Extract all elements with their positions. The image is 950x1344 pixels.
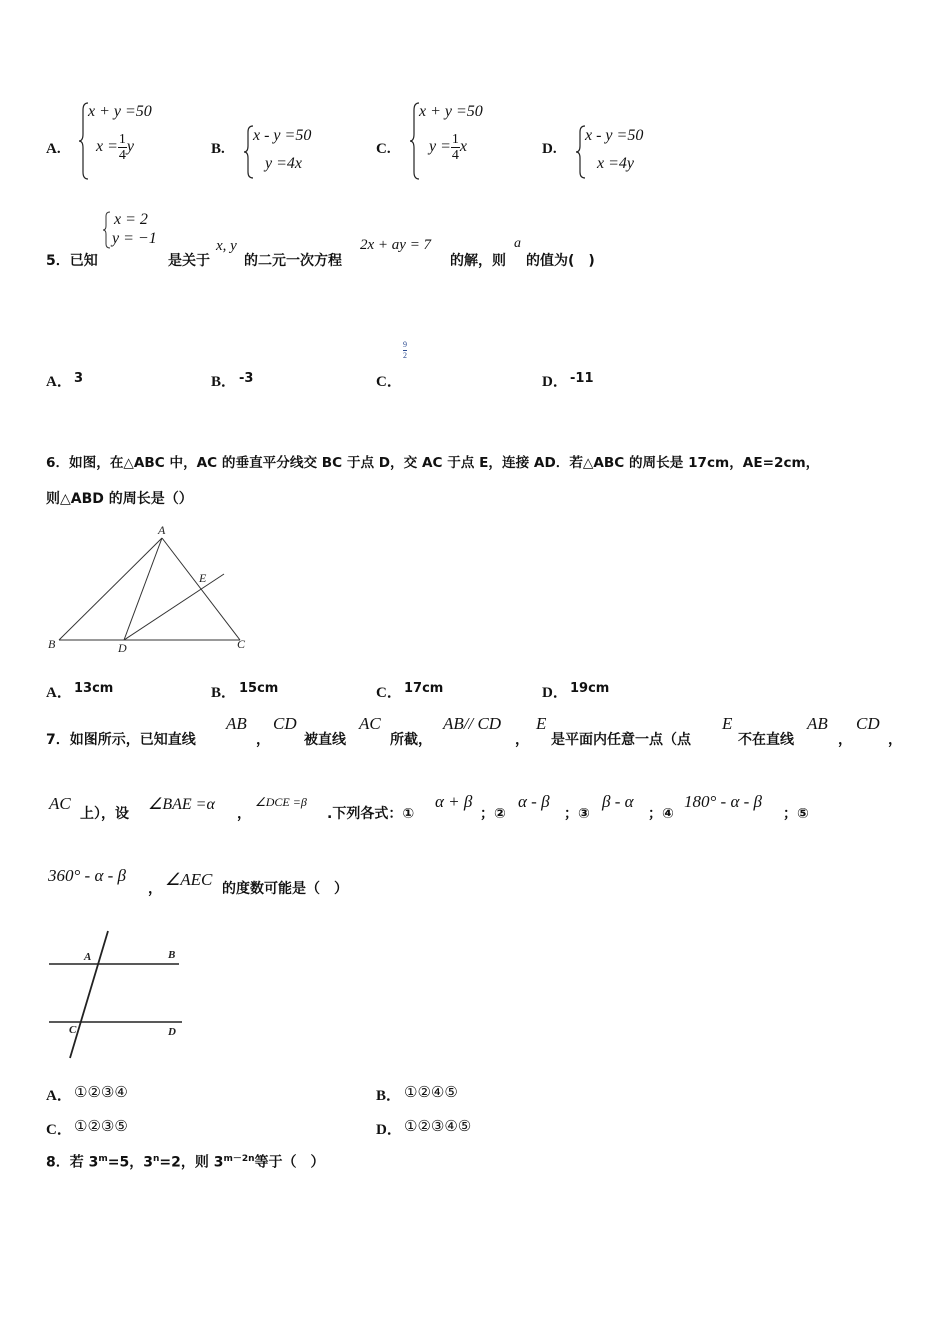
q8-text-4: 等于（ ） xyxy=(254,1154,325,1171)
label-c: C xyxy=(69,1024,77,1036)
equation-2: y = −1 xyxy=(112,230,157,247)
option-d-value: 19cm xyxy=(570,681,610,696)
q8-text-1: 8．若 3 xyxy=(46,1154,99,1171)
expression-1: α + β xyxy=(435,792,473,811)
equation: 2x + ay = 7 xyxy=(360,237,432,253)
variables-xy: x, y xyxy=(216,238,237,254)
label-a: A xyxy=(158,523,166,537)
option-c-fraction: 9 2 xyxy=(403,340,407,360)
label-b: B xyxy=(48,637,56,651)
option-c-value: ①②③⑤ xyxy=(74,1117,128,1135)
question-6-line-1: 6．如图，在△ABC 中，AC 的垂直平分线交 BC 于点 D，交 AC 于点 E，连接 AD．若△ABC 的周长是 17cm，AE=2cm， xyxy=(46,455,820,471)
line-ac: AC xyxy=(359,714,381,733)
option-a-value: ①②③④ xyxy=(74,1083,128,1101)
separator-4: ；④ xyxy=(648,806,674,822)
parallel-lines-figure xyxy=(44,925,194,1065)
equation-2: y =4x xyxy=(265,155,302,172)
equation-1: x - y =50 xyxy=(253,127,312,144)
option-a-value: 3 xyxy=(74,371,84,386)
q8-text-2: =5，3 xyxy=(107,1154,153,1171)
parameter-a: a xyxy=(514,236,521,251)
expression-4: 180° - α - β xyxy=(684,792,763,811)
question-6-line-2: 则△ABD 的周长是（） xyxy=(46,491,193,507)
question-5-text-2: 的二元一次方程 xyxy=(244,253,342,269)
option-d-value: -11 xyxy=(570,371,594,386)
option-a-label[interactable]: A． xyxy=(46,374,72,390)
option-c-value: 17cm xyxy=(404,681,444,696)
option-b-value: -3 xyxy=(239,371,254,386)
equation-2: x = $\frac{1}{4}$ y xyxy=(96,132,135,163)
option-b-value: 15cm xyxy=(239,681,279,696)
expression-2: α - β xyxy=(518,792,550,811)
question-7-text-3: 所截， xyxy=(390,732,432,748)
option-c-label[interactable]: C. xyxy=(376,141,391,157)
option-c-label[interactable]: C． xyxy=(376,374,402,390)
option-b-label[interactable]: B． xyxy=(376,1088,402,1104)
solution-system xyxy=(102,211,168,251)
line-cd: CD xyxy=(856,714,880,733)
option-c-system xyxy=(409,102,509,182)
exponent-m-2n: m－2n xyxy=(223,1154,255,1164)
comma: ， xyxy=(256,732,270,748)
option-d-label[interactable]: D． xyxy=(376,1122,402,1138)
label-d: D xyxy=(118,641,127,655)
separator-2: ；② xyxy=(480,806,506,822)
equation-1: x - y =50 xyxy=(585,127,644,144)
label-a: A xyxy=(84,951,92,963)
option-a-label[interactable]: A. xyxy=(46,141,61,157)
line-ab: AB xyxy=(807,714,828,733)
point-e: E xyxy=(722,714,733,733)
exponent-m: m xyxy=(98,1154,108,1164)
option-d-system xyxy=(575,125,675,181)
option-a-system xyxy=(78,102,178,182)
option-d-value: ①②③④⑤ xyxy=(404,1117,472,1135)
line-ac: AC xyxy=(49,794,71,813)
label-e: E xyxy=(199,571,207,585)
question-7-text-1: 7．如图所示，已知直线 xyxy=(46,732,196,748)
brace-icon xyxy=(102,211,112,249)
comma: ， xyxy=(515,732,529,748)
angle-dce: ∠DCE =β xyxy=(255,795,307,809)
option-b-value: ①②④⑤ xyxy=(404,1083,458,1101)
label-b: B xyxy=(168,949,176,961)
question-7-text-6: 上），设 xyxy=(80,806,129,822)
line-cd: CD xyxy=(273,714,297,733)
equation-1: x + y =50 xyxy=(419,103,483,120)
label-c: C xyxy=(237,637,246,651)
option-d-label[interactable]: D. xyxy=(542,141,557,157)
question-7-text-4: 是平面内任意一点（点 xyxy=(551,732,691,748)
equation-1: x + y =50 xyxy=(88,103,152,120)
question-5-text-3: 的解，则 xyxy=(450,253,506,269)
comma: ， xyxy=(148,881,162,897)
option-c-label[interactable]: C． xyxy=(376,685,402,701)
question-7-text-2: 被直线 xyxy=(304,732,346,748)
option-b-system xyxy=(243,125,343,181)
option-b-label[interactable]: B． xyxy=(211,374,237,390)
equation-1: x = 2 xyxy=(114,211,148,228)
q8-text-3: =2，则 3 xyxy=(159,1154,224,1171)
expression-3: β - α xyxy=(602,792,634,811)
expression-5: 360° - α - β xyxy=(48,866,127,885)
separator-3: ；③ xyxy=(564,806,590,822)
option-c-label[interactable]: C． xyxy=(46,1122,72,1138)
comma: ， xyxy=(838,732,852,748)
line-ab: AB xyxy=(226,714,247,733)
angle-aec: ∠AEC xyxy=(165,870,213,889)
point-e: E xyxy=(536,714,547,733)
label-d: D xyxy=(168,1026,176,1038)
question-7-text-7: .下列各式：① xyxy=(327,806,415,822)
question-5-number: 5．已知 xyxy=(46,253,98,269)
comma: ， xyxy=(888,732,902,748)
question-5-text-4: 的值为( ) xyxy=(526,253,595,269)
option-a-value: 13cm xyxy=(74,681,114,696)
option-a-label[interactable]: A． xyxy=(46,1088,72,1104)
separator-5: ；⑤ xyxy=(783,806,809,822)
equation-2: y = $\frac{1}{4}$ x xyxy=(429,132,468,163)
option-d-label[interactable]: D． xyxy=(542,374,568,390)
question-8 xyxy=(46,1151,325,1172)
question-7-text-8: 的度数可能是（ ） xyxy=(222,881,348,897)
option-d-label[interactable]: D． xyxy=(542,685,568,701)
option-a-label[interactable]: A． xyxy=(46,685,72,701)
triangle-figure xyxy=(44,520,264,655)
option-b-label[interactable]: B． xyxy=(211,685,237,701)
comma: ， xyxy=(237,806,251,822)
option-b-label[interactable]: B. xyxy=(211,141,225,157)
exponent-n: n xyxy=(152,1154,160,1164)
angle-bae: ∠BAE =α xyxy=(148,796,215,813)
question-5-text-1: 是关于 xyxy=(168,253,210,269)
equation-2: x =4y xyxy=(597,155,634,172)
question-7-text-5: 不在直线 xyxy=(738,732,794,748)
parallel-statement: AB// CD xyxy=(443,714,502,733)
